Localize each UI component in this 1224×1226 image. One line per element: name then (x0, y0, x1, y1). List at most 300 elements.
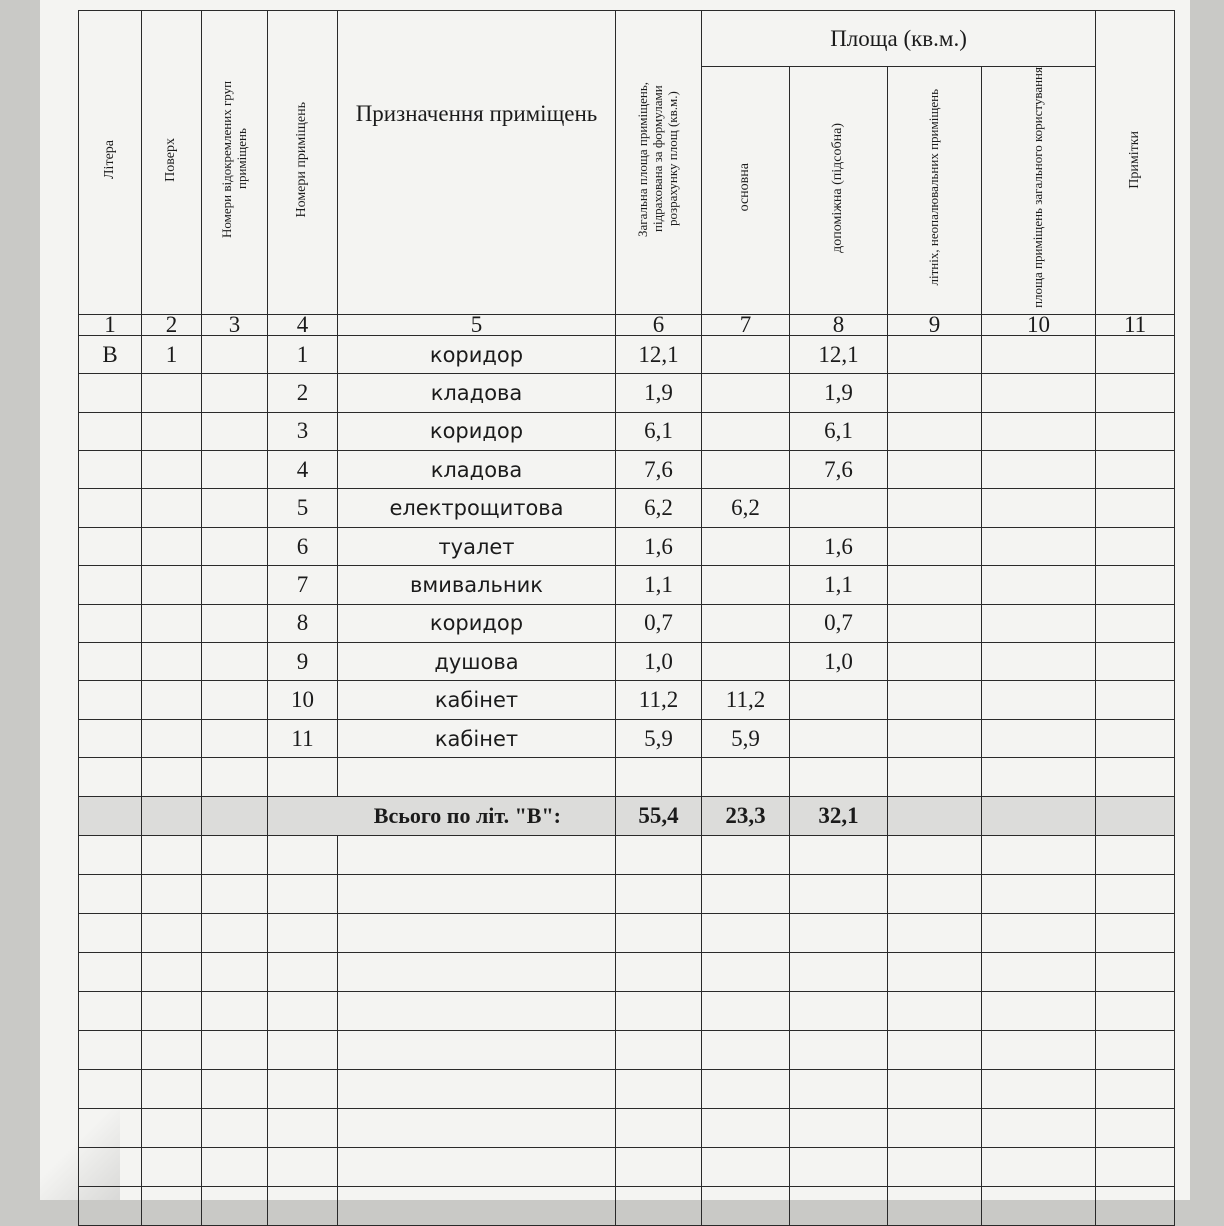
empty-cell (142, 1147, 202, 1186)
empty-cell (142, 991, 202, 1030)
cell-num: 4 (268, 451, 338, 489)
empty-cell (888, 1147, 982, 1186)
cell-summer (888, 681, 982, 719)
cell-common (982, 451, 1096, 489)
cell-litera (79, 758, 142, 796)
cell-poverkh (142, 451, 202, 489)
cell-total: 0,7 (616, 604, 702, 642)
cell-main (702, 604, 790, 642)
empty-cell (790, 1186, 888, 1225)
cell-litera (79, 681, 142, 719)
cell-num: 9 (268, 643, 338, 681)
cell-aux: 0,7 (790, 604, 888, 642)
cell-total: 6,2 (616, 489, 702, 527)
table-row (79, 681, 1175, 719)
cell-note (1096, 374, 1175, 412)
cell-purpose: електрощитова (338, 489, 616, 527)
cell-main: 5,9 (702, 719, 790, 757)
col-number: 4 (268, 314, 338, 335)
cell-poverkh (142, 566, 202, 604)
empty-cell (1096, 952, 1175, 991)
cell-common (982, 604, 1096, 642)
empty-cell (982, 1147, 1096, 1186)
cell-group (202, 527, 268, 565)
empty-row (79, 991, 1175, 1030)
cell-common (982, 719, 1096, 757)
cell-aux: 1,1 (790, 566, 888, 604)
empty-cell (79, 991, 142, 1030)
cell-aux (790, 758, 888, 796)
col-number: 8 (790, 314, 888, 335)
cell-summer (888, 451, 982, 489)
empty-cell (982, 913, 1096, 952)
empty-cell (142, 1069, 202, 1108)
cell-main: 11,2 (702, 681, 790, 719)
empty-cell (268, 835, 338, 874)
empty-cell (268, 1030, 338, 1069)
cell-main (702, 335, 790, 373)
empty-cell (79, 952, 142, 991)
empty-cell (790, 835, 888, 874)
cell-purpose (338, 758, 616, 796)
cell-litera (79, 374, 142, 412)
cell-main: 6,2 (702, 489, 790, 527)
cell-poverkh (142, 681, 202, 719)
col-number: 1 (79, 314, 142, 335)
cell-main (702, 374, 790, 412)
cell-purpose: коридор (338, 335, 616, 373)
col-number: 7 (702, 314, 790, 335)
empty-cell (142, 1108, 202, 1147)
cell-total: 1,9 (616, 374, 702, 412)
empty-row (79, 874, 1175, 913)
empty-cell (790, 874, 888, 913)
header-row-top (79, 11, 1175, 67)
total-blank (142, 796, 202, 835)
cell-summer (888, 719, 982, 757)
cell-purpose: кабінет (338, 719, 616, 757)
cell-poverkh (142, 412, 202, 450)
empty-cell (338, 991, 616, 1030)
empty-cell (338, 952, 616, 991)
empty-cell (888, 1108, 982, 1147)
total-area-value: 55,4 (616, 796, 702, 835)
cell-common (982, 412, 1096, 450)
empty-row (79, 1069, 1175, 1108)
cell-note (1096, 758, 1175, 796)
empty-cell (702, 952, 790, 991)
cell-litera: В (79, 335, 142, 373)
col-notes-header: Примітки (1096, 11, 1175, 315)
empty-cell (982, 952, 1096, 991)
cell-summer (888, 412, 982, 450)
empty-cell (790, 991, 888, 1030)
cell-group (202, 374, 268, 412)
cell-note (1096, 643, 1175, 681)
empty-cell (202, 835, 268, 874)
col-number: 3 (202, 314, 268, 335)
empty-cell (79, 913, 142, 952)
cell-common (982, 527, 1096, 565)
empty-cell (79, 1108, 142, 1147)
cell-num: 8 (268, 604, 338, 642)
empty-cell (702, 1069, 790, 1108)
total-blank (202, 796, 268, 835)
empty-cell (982, 1030, 1096, 1069)
empty-cell (1096, 874, 1175, 913)
empty-cell (616, 1186, 702, 1225)
empty-cell (338, 1147, 616, 1186)
cell-num: 3 (268, 412, 338, 450)
cell-total: 1,0 (616, 643, 702, 681)
cell-total (616, 758, 702, 796)
cell-common (982, 643, 1096, 681)
cell-total: 5,9 (616, 719, 702, 757)
cell-main (702, 451, 790, 489)
empty-cell (616, 874, 702, 913)
cell-main (702, 758, 790, 796)
empty-cell (982, 835, 1096, 874)
cell-num (268, 758, 338, 796)
cell-summer (888, 643, 982, 681)
empty-cell (1096, 1069, 1175, 1108)
cell-group (202, 604, 268, 642)
empty-cell (790, 1069, 888, 1108)
cell-aux (790, 681, 888, 719)
cell-poverkh (142, 604, 202, 642)
empty-cell (202, 1069, 268, 1108)
empty-cell (616, 1108, 702, 1147)
col-main-area-header: основна (702, 67, 790, 315)
document-sheet (40, 0, 1190, 1200)
cell-total: 1,1 (616, 566, 702, 604)
cell-common (982, 681, 1096, 719)
empty-cell (702, 991, 790, 1030)
cell-aux: 1,9 (790, 374, 888, 412)
cell-note (1096, 335, 1175, 373)
empty-row (79, 1147, 1175, 1186)
empty-cell (1096, 835, 1175, 874)
empty-cell (888, 913, 982, 952)
cell-aux: 6,1 (790, 412, 888, 450)
column-number-row (79, 314, 1175, 335)
empty-cell (202, 1147, 268, 1186)
col-number: 11 (1096, 314, 1175, 335)
cell-total: 12,1 (616, 335, 702, 373)
empty-cell (142, 835, 202, 874)
total-blank (888, 796, 982, 835)
total-blank (1096, 796, 1175, 835)
empty-cell (982, 1069, 1096, 1108)
empty-cell (268, 1186, 338, 1225)
cell-group (202, 643, 268, 681)
col-total-area-header: Загальна площа приміщень, підрахована за формулами розрахунку площ (кв.м.) (616, 11, 702, 315)
empty-cell (338, 1069, 616, 1108)
cell-group (202, 451, 268, 489)
empty-cell (888, 874, 982, 913)
cell-summer (888, 489, 982, 527)
cell-summer (888, 758, 982, 796)
total-blank (982, 796, 1096, 835)
table-row (79, 758, 1175, 796)
cell-purpose: коридор (338, 604, 616, 642)
table-row (79, 643, 1175, 681)
empty-cell (79, 1030, 142, 1069)
empty-cell (702, 1108, 790, 1147)
empty-row (79, 835, 1175, 874)
empty-cell (142, 913, 202, 952)
empty-cell (202, 1108, 268, 1147)
empty-cell (616, 913, 702, 952)
empty-cell (702, 913, 790, 952)
empty-row (79, 1186, 1175, 1225)
empty-cell (1096, 1186, 1175, 1225)
cell-main (702, 566, 790, 604)
cell-common (982, 374, 1096, 412)
empty-cell (888, 835, 982, 874)
empty-cell (79, 1147, 142, 1186)
empty-cell (790, 1147, 888, 1186)
cell-group (202, 489, 268, 527)
cell-aux: 7,6 (790, 451, 888, 489)
empty-cell (982, 874, 1096, 913)
empty-cell (888, 991, 982, 1030)
cell-litera (79, 489, 142, 527)
empty-cell (338, 835, 616, 874)
cell-summer (888, 604, 982, 642)
cell-purpose: туалет (338, 527, 616, 565)
table-row (79, 374, 1175, 412)
cell-note (1096, 719, 1175, 757)
col-aux-area-header: допоміжна (підсобна) (790, 67, 888, 315)
empty-cell (702, 1147, 790, 1186)
empty-cell (142, 952, 202, 991)
cell-note (1096, 681, 1175, 719)
total-row (79, 796, 1175, 835)
empty-cell (702, 1030, 790, 1069)
empty-cell (202, 1186, 268, 1225)
empty-cell (1096, 1108, 1175, 1147)
cell-total: 7,6 (616, 451, 702, 489)
rooms-table (78, 10, 1175, 1226)
empty-cell (1096, 1030, 1175, 1069)
cell-num: 11 (268, 719, 338, 757)
empty-cell (202, 1030, 268, 1069)
cell-litera (79, 643, 142, 681)
col-number: 9 (888, 314, 982, 335)
empty-cell (888, 1030, 982, 1069)
empty-cell (1096, 1147, 1175, 1186)
cell-main (702, 527, 790, 565)
cell-num: 7 (268, 566, 338, 604)
cell-litera (79, 719, 142, 757)
empty-cell (982, 1108, 1096, 1147)
cell-common (982, 566, 1096, 604)
empty-cell (268, 874, 338, 913)
empty-cell (616, 952, 702, 991)
col-common-area-header: площа приміщень загального користування (982, 67, 1096, 315)
cell-group (202, 758, 268, 796)
cell-note (1096, 604, 1175, 642)
table-row (79, 412, 1175, 450)
cell-main (702, 412, 790, 450)
empty-cell (268, 952, 338, 991)
cell-poverkh (142, 489, 202, 527)
cell-num: 1 (268, 335, 338, 373)
cell-group (202, 566, 268, 604)
cell-num: 6 (268, 527, 338, 565)
cell-total: 6,1 (616, 412, 702, 450)
cell-purpose: кабінет (338, 681, 616, 719)
total-main-value: 23,3 (702, 796, 790, 835)
empty-cell (616, 1030, 702, 1069)
empty-cell (790, 952, 888, 991)
empty-cell (888, 1186, 982, 1225)
cell-litera (79, 451, 142, 489)
table-row (79, 719, 1175, 757)
empty-cell (888, 1069, 982, 1108)
empty-cell (79, 1186, 142, 1225)
empty-cell (202, 952, 268, 991)
empty-cell (790, 1108, 888, 1147)
empty-cell (982, 991, 1096, 1030)
area-group-header: Площа (кв.м.) (702, 11, 1096, 67)
cell-aux: 1,0 (790, 643, 888, 681)
cell-aux: 1,6 (790, 527, 888, 565)
cell-purpose: кладова (338, 374, 616, 412)
empty-cell (1096, 991, 1175, 1030)
table-row (79, 604, 1175, 642)
empty-cell (888, 952, 982, 991)
empty-cell (338, 874, 616, 913)
empty-row (79, 952, 1175, 991)
cell-group (202, 681, 268, 719)
empty-cell (202, 913, 268, 952)
empty-cell (790, 913, 888, 952)
empty-cell (1096, 913, 1175, 952)
table-row (79, 489, 1175, 527)
cell-note (1096, 451, 1175, 489)
empty-cell (79, 835, 142, 874)
empty-cell (142, 1186, 202, 1225)
cell-summer (888, 566, 982, 604)
cell-poverkh (142, 643, 202, 681)
cell-summer (888, 374, 982, 412)
cell-summer (888, 335, 982, 373)
col-poverkh-header: Поверх (142, 11, 202, 315)
empty-cell (616, 1147, 702, 1186)
cell-litera (79, 566, 142, 604)
cell-poverkh (142, 758, 202, 796)
cell-poverkh (142, 719, 202, 757)
empty-cell (982, 1186, 1096, 1225)
col-purpose-header: Призначення приміщень (338, 11, 616, 315)
empty-cell (616, 835, 702, 874)
empty-cell (616, 991, 702, 1030)
empty-row (79, 1030, 1175, 1069)
cell-aux (790, 489, 888, 527)
empty-cell (702, 874, 790, 913)
col-number: 6 (616, 314, 702, 335)
cell-summer (888, 527, 982, 565)
empty-rows (79, 835, 1175, 1225)
cell-note (1096, 527, 1175, 565)
empty-row (79, 913, 1175, 952)
empty-cell (338, 1030, 616, 1069)
table-row (79, 335, 1175, 373)
cell-litera (79, 412, 142, 450)
cell-purpose: кладова (338, 451, 616, 489)
cell-aux (790, 719, 888, 757)
total-blank (79, 796, 142, 835)
col-litera-header: Літера (79, 11, 142, 315)
cell-aux: 12,1 (790, 335, 888, 373)
col-number: 5 (338, 314, 616, 335)
col-summer-area-header: літніх, неопалювальних приміщень (888, 67, 982, 315)
cell-poverkh (142, 374, 202, 412)
empty-cell (616, 1069, 702, 1108)
empty-cell (142, 874, 202, 913)
cell-total: 1,6 (616, 527, 702, 565)
cell-note (1096, 566, 1175, 604)
col-room-number-header: Номери приміщень (268, 11, 338, 315)
empty-cell (268, 1108, 338, 1147)
table-row (79, 451, 1175, 489)
cell-common (982, 758, 1096, 796)
table-row (79, 566, 1175, 604)
rooms-body (79, 335, 1175, 796)
cell-group (202, 719, 268, 757)
cell-num: 10 (268, 681, 338, 719)
empty-cell (268, 913, 338, 952)
empty-cell (268, 991, 338, 1030)
empty-cell (202, 991, 268, 1030)
cell-num: 2 (268, 374, 338, 412)
cell-group (202, 412, 268, 450)
empty-cell (202, 874, 268, 913)
cell-poverkh (142, 527, 202, 565)
empty-cell (268, 1147, 338, 1186)
empty-row (79, 1108, 1175, 1147)
col-number: 10 (982, 314, 1096, 335)
cell-note (1096, 489, 1175, 527)
empty-cell (338, 1108, 616, 1147)
empty-cell (702, 835, 790, 874)
cell-purpose: душова (338, 643, 616, 681)
empty-cell (142, 1030, 202, 1069)
cell-note (1096, 412, 1175, 450)
cell-purpose: коридор (338, 412, 616, 450)
cell-litera (79, 527, 142, 565)
cell-main (702, 643, 790, 681)
empty-cell (338, 913, 616, 952)
cell-poverkh: 1 (142, 335, 202, 373)
total-label: Всього по літ. "В": (268, 796, 616, 835)
empty-cell (268, 1069, 338, 1108)
col-number: 2 (142, 314, 202, 335)
total-aux-value: 32,1 (790, 796, 888, 835)
cell-litera (79, 604, 142, 642)
empty-cell (338, 1186, 616, 1225)
cell-group (202, 335, 268, 373)
cell-num: 5 (268, 489, 338, 527)
empty-cell (790, 1030, 888, 1069)
table-row (79, 527, 1175, 565)
cell-common (982, 489, 1096, 527)
empty-cell (79, 874, 142, 913)
empty-cell (79, 1069, 142, 1108)
cell-total: 11,2 (616, 681, 702, 719)
